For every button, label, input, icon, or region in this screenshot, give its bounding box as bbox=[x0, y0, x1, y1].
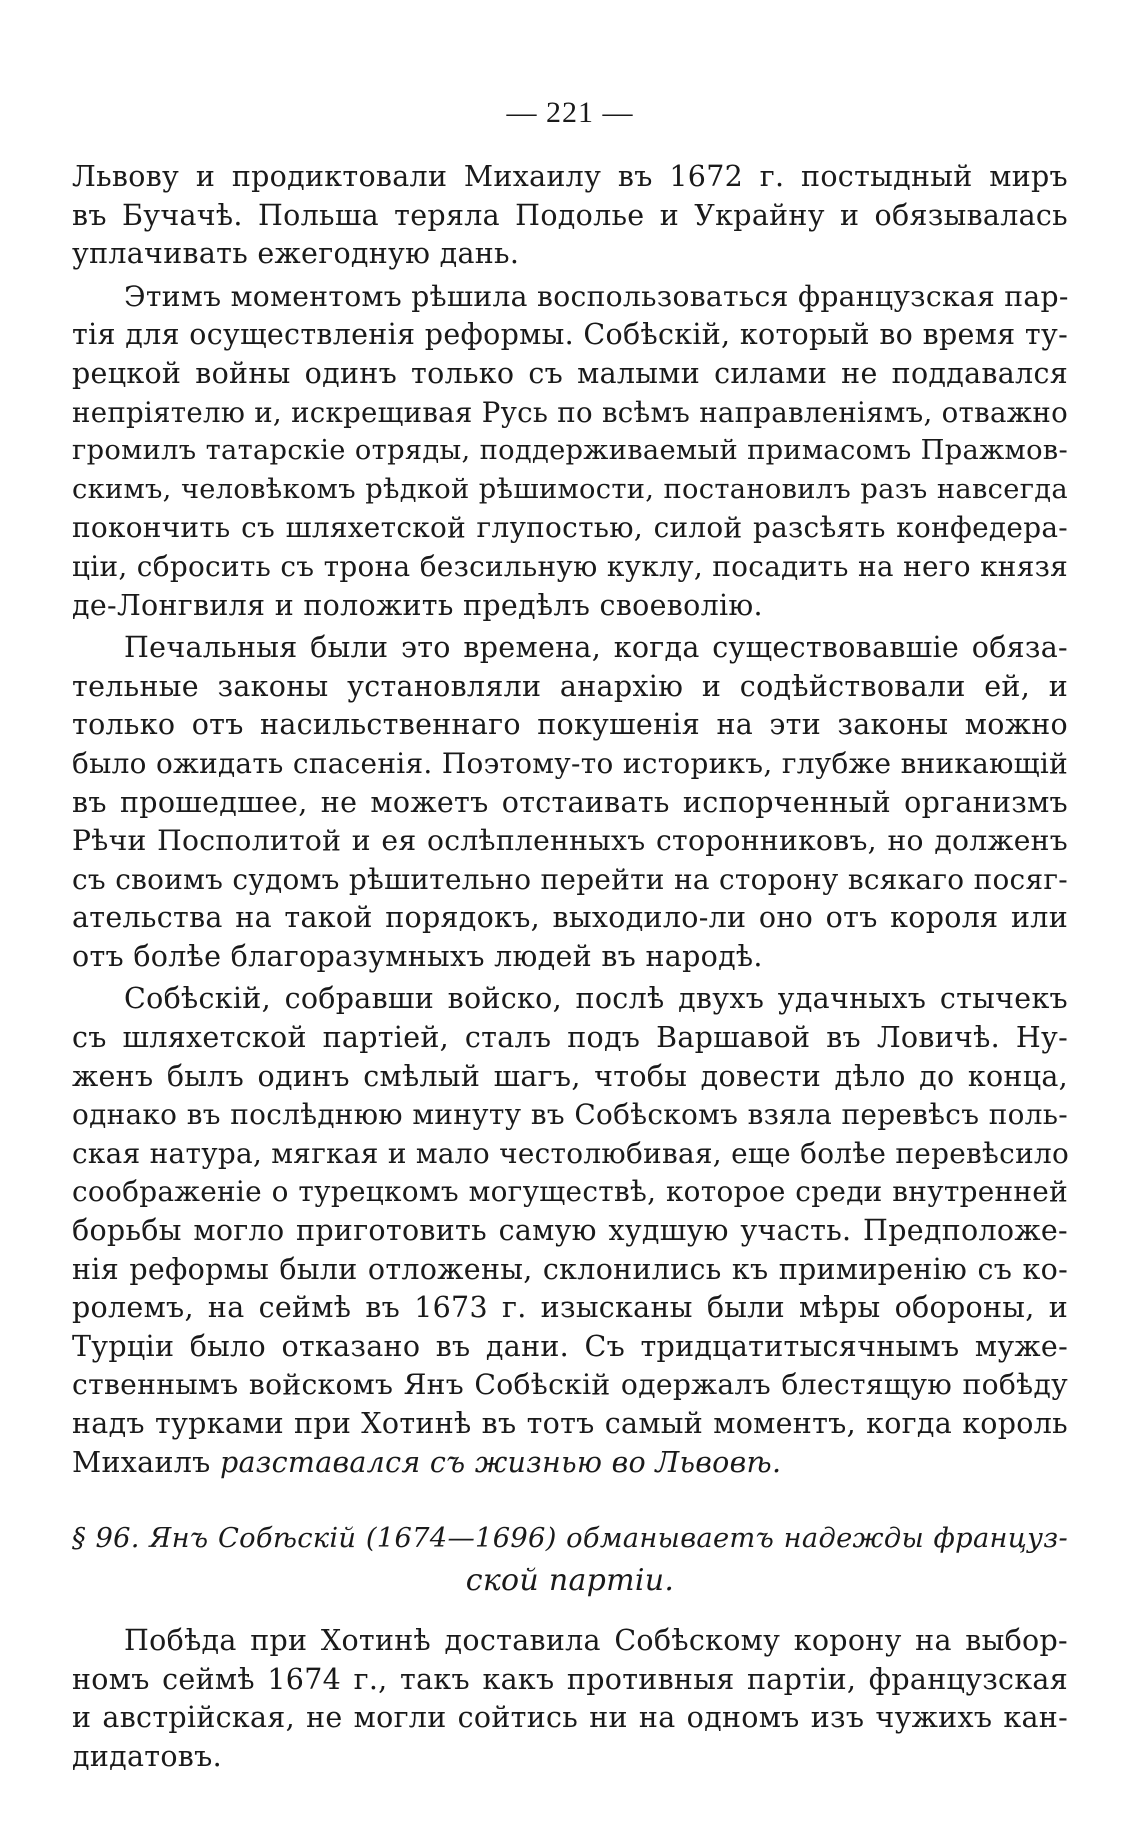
text-line: Турціи было отказано въ дани. Съ тридцатитысячнымъ муже- bbox=[72, 1329, 1068, 1363]
section-title-line-2: ской партіи. bbox=[465, 1563, 675, 1599]
text-line: соображеніе о турецкомъ могуществѣ, которое среди внутренней bbox=[72, 1175, 1068, 1209]
paragraph-2 bbox=[72, 278, 1068, 625]
paragraph-3 bbox=[72, 629, 1068, 976]
text-line: только отъ насильственнаго покушенія на эти законы можно bbox=[72, 708, 1068, 742]
text-line: ціи, сбросить съ трона безсильную куклу, посадить на него князя bbox=[72, 549, 1068, 583]
text-line: отъ болѣе благоразумныхъ людей въ народѣ. bbox=[72, 939, 763, 973]
text-line: надъ турками при Хотинѣ въ тотъ самый моментъ, когда король bbox=[72, 1407, 1068, 1440]
text-line: Побѣда при Хотинѣ доставила Собѣскому корону на выбор- bbox=[124, 1624, 1068, 1658]
text-line: женъ былъ одинъ смѣлый шагъ, чтобы довести дѣло до конца, bbox=[72, 1059, 1068, 1093]
text-line: Собѣскій, собравши войско, послѣ двухъ удачныхъ стычекъ bbox=[124, 982, 1068, 1016]
text-line: номъ сеймѣ 1674 г., такъ какъ противныя партіи, французская bbox=[72, 1662, 1068, 1696]
text-line: борьбы могло приготовить самую худшую участь. Предположе- bbox=[72, 1214, 1068, 1248]
text-line: однако въ послѣднюю минуту въ Собѣскомъ взяла перевѣсъ поль- bbox=[72, 1098, 1068, 1132]
text-line: въ Бучачѣ. Польша теряла Подолье и Украйну и обязывалась bbox=[72, 198, 1068, 232]
text-line: де-Лонгвиля и положить предѣлъ своеволію. bbox=[72, 588, 763, 622]
text-line: тія для осуществленія реформы. Собѣскій, который во время ту- bbox=[72, 318, 1068, 352]
text-line: ролемъ, на сеймѣ въ 1673 г. изысканы были мѣры обороны, и bbox=[72, 1291, 1068, 1325]
text-line: нія реформы были отложены, склонились къ примиренію съ ко- bbox=[72, 1252, 1068, 1286]
text-line-last bbox=[72, 1444, 1068, 1483]
text-line: рецкой войны одинъ только съ малыми силами не поддавался bbox=[72, 356, 1068, 390]
text-line: Рѣчи Посполитой и ея ослѣпленныхъ сторонниковъ, но долженъ bbox=[72, 824, 1068, 858]
book-page bbox=[72, 96, 1068, 1777]
text-line: съ своимъ судомъ рѣшительно перейти на сторону всякаго посяг- bbox=[72, 862, 1068, 896]
section-heading bbox=[72, 1518, 1068, 1602]
text-line: дидатовъ. bbox=[72, 1739, 222, 1773]
text-line: Львову и продиктовали Михаилу въ 1672 г. постыдный миръ bbox=[72, 160, 1068, 193]
paragraph-1 bbox=[72, 158, 1068, 274]
text-line: съ шляхетской партіей, сталъ подъ Варшавой въ Ловичѣ. Ну- bbox=[72, 1021, 1068, 1055]
text-line: было ожидать спасенія. Поэтому-то историкъ, глубже вникающій bbox=[72, 746, 1068, 780]
text-line: ская натура, мягкая и мало честолюбивая, еще болѣе перевѣсило bbox=[72, 1136, 1070, 1170]
paragraph-4 bbox=[72, 980, 1068, 1482]
page-number: — 221 — bbox=[506, 96, 634, 129]
text-line: въ прошедшее, не можетъ отстаивать испорченный организмъ bbox=[72, 785, 1068, 819]
text-line: тельные законы установляли анархію и содѣйствовали ей, и bbox=[72, 669, 1068, 703]
text-span: Михаилъ bbox=[72, 1445, 220, 1479]
text-line: и австрійская, не могли сойтись ни на одномъ изъ чужихъ кан- bbox=[72, 1701, 1068, 1735]
text-line: Печальныя были это времена, когда существовавшіе обяза- bbox=[124, 631, 1068, 665]
text-line: скимъ, человѣкомъ рѣдкой рѣшимости, постановилъ разъ навсегда bbox=[72, 473, 1068, 505]
text-line: покончить съ шляхетской глупостью, силой разсѣять конфедера- bbox=[72, 511, 1068, 545]
text-line: уплачивать ежегодную дань. bbox=[72, 237, 520, 271]
text-line: громилъ татарскіе отряды, поддерживаемый примасомъ Пражмов- bbox=[72, 435, 1068, 467]
paragraph-5 bbox=[72, 1622, 1068, 1776]
text-line: ственнымъ войскомъ Янъ Собѣскій одержалъ блестящую побѣду bbox=[72, 1368, 1068, 1402]
text-line: Этимъ моментомъ рѣшила воспользоваться французская пар- bbox=[124, 279, 1069, 313]
text-line: ательства на такой порядокъ, выходило-ли оно отъ короля или bbox=[72, 901, 1068, 935]
text-line: непріятелю и, искрещивая Русь по всѣмъ направленіямъ, отважно bbox=[72, 395, 1068, 429]
italic-text-span: разставался съ жизнью во Львовѣ. bbox=[219, 1445, 782, 1479]
section-title-line-1: § 96. Янъ Собѣскій (1674—1696) обманываетъ надежды француз- bbox=[72, 1523, 1068, 1555]
